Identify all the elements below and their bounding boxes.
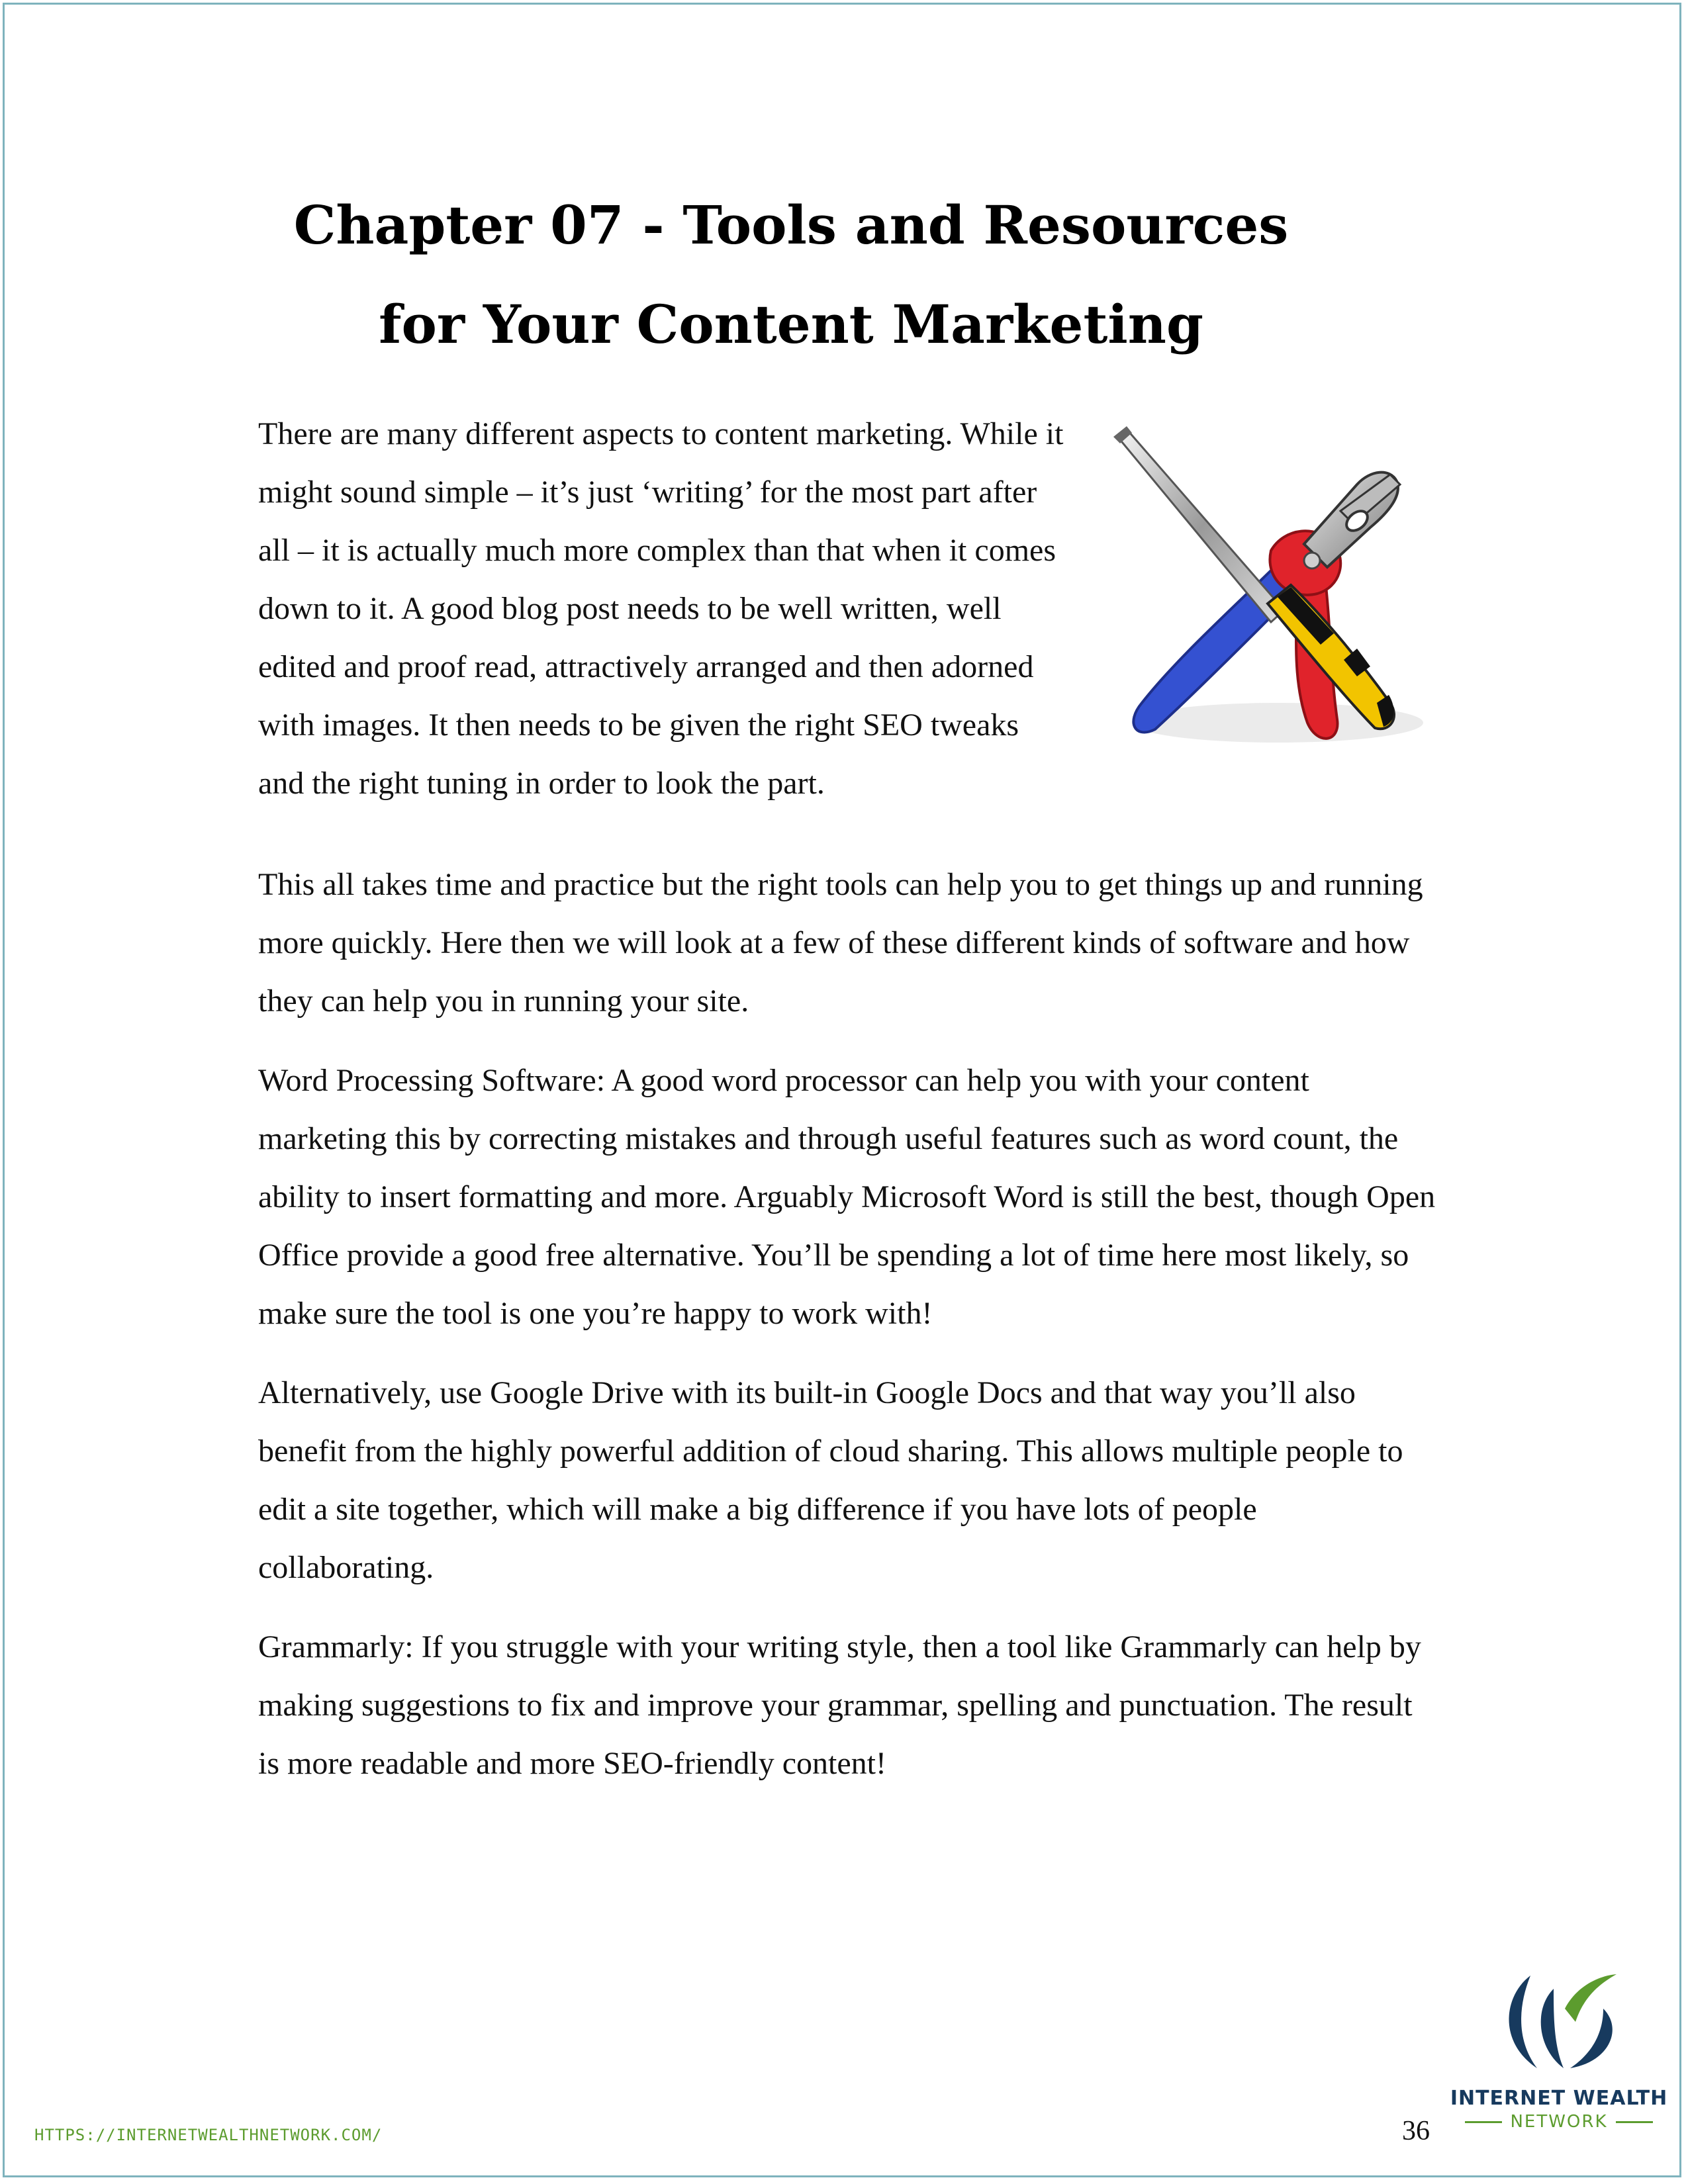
logo-rule-right bbox=[1616, 2121, 1653, 2123]
logo-text-line-1: INTERNET WEALTH bbox=[1450, 2087, 1668, 2110]
logo-swoosh-icon bbox=[1491, 1969, 1623, 2075]
chapter-body bbox=[258, 405, 1436, 1793]
logo-network-label: NETWORK bbox=[1510, 2112, 1608, 2132]
internet-wealth-network-logo bbox=[1450, 1969, 1668, 2148]
tools-overview-paragraph: This all takes time and practice but the right tools can help you to get things up and running more quickly. Here then we will look at a few of these different kinds of software and how they can help you in running your site. bbox=[258, 867, 1423, 1019]
chapter-title bbox=[199, 175, 1383, 374]
logo-rule-left bbox=[1465, 2121, 1502, 2123]
page-number: 36 bbox=[1402, 2116, 1430, 2146]
logo-text-line-2 bbox=[1450, 2112, 1668, 2132]
chapter-title-line-1: Chapter 07 - Tools and Resources bbox=[293, 194, 1289, 256]
screwdriver-and-pliers-icon bbox=[1079, 412, 1450, 782]
intro-paragraph: There are many different aspects to content marketing. While it might sound simple – it’s just ‘writing’ for the most part after all – it is actually much more complex than that when it comes down to it. A good blog post needs to be well written, well edited and proof read, attractively arranged and then adorned with images. It then needs to be given the right SEO tweaks and the right tuning in order to look the part. bbox=[258, 416, 1064, 801]
google-drive-paragraph: Alternatively, use Google Drive with its built-in Google Docs and that way you’ll also benefit from the highly powerful addition of cloud sharing. This allows multiple people to edit a site together, which will make a big difference if you have lots of people collaborating. bbox=[258, 1375, 1403, 1585]
word-processing-paragraph: Word Processing Software: A good word processor can help you with your content marketing this by correcting mistakes and through useful features such as word count, the ability to insert formatting and more. Arguably Microsoft Word is still the best, though Open Office provide a good free alternative. You’ll be spending a lot of time here most likely, so make sure the tool is one you’re happy to work with! bbox=[258, 1063, 1436, 1331]
chapter-title-line-2: for Your Content Marketing bbox=[379, 293, 1203, 355]
footer-url[interactable]: HTTPS://INTERNETWEALTHNETWORK.COM/ bbox=[34, 2126, 383, 2144]
intro-section bbox=[258, 405, 1436, 813]
grammarly-paragraph: Grammarly: If you struggle with your writing style, then a tool like Grammarly can help by making suggestions to fix and improve your grammar, spelling and punctuation. The result is more readable and more SEO-friendly content! bbox=[258, 1629, 1421, 1781]
